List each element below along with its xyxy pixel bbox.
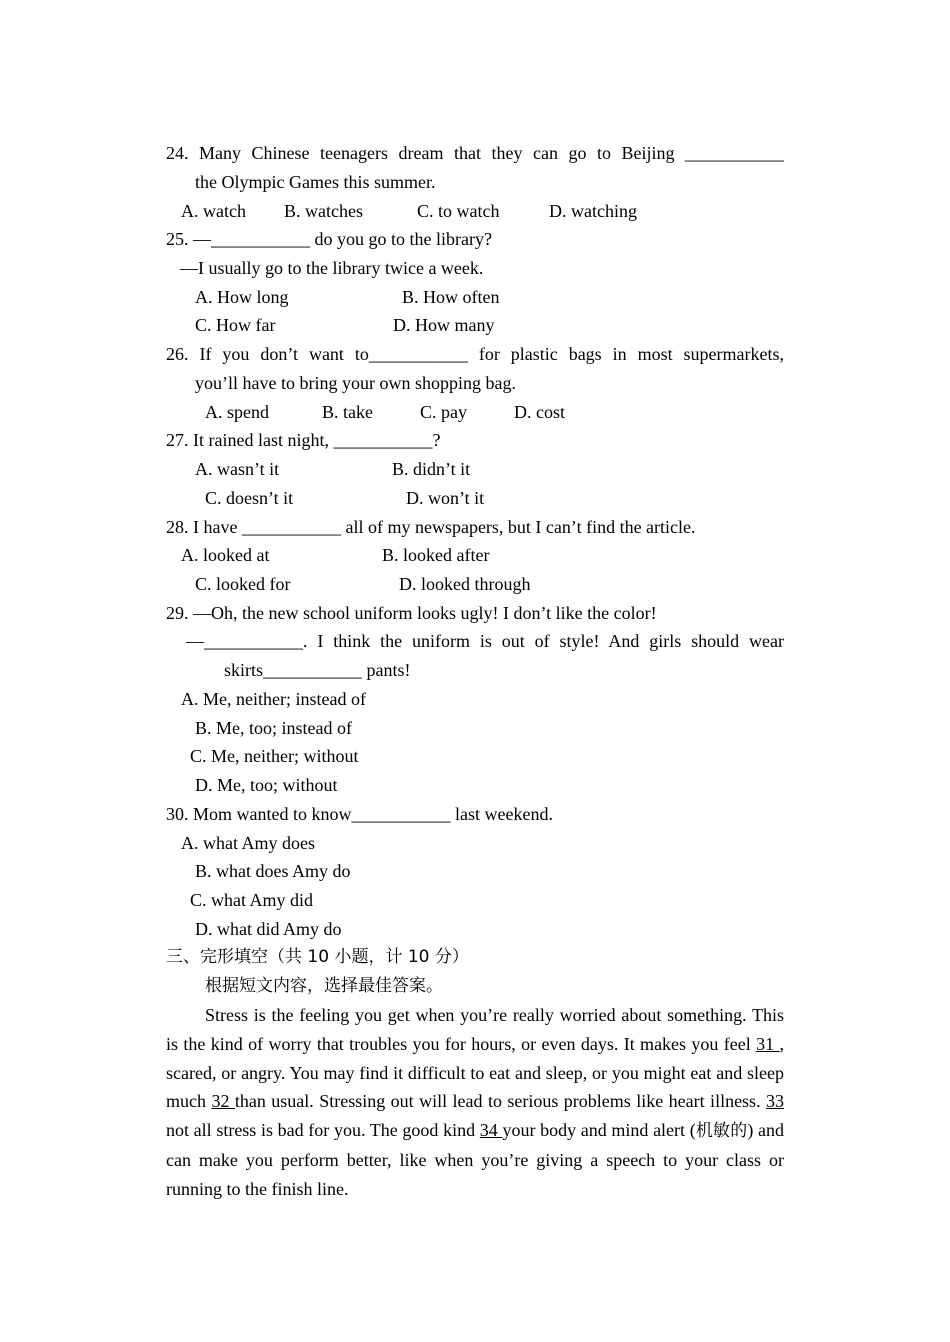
section3-instruction: 根据短文内容，选择最佳答案。 bbox=[205, 976, 443, 996]
q24-line2: the Olympic Games this summer. bbox=[195, 172, 436, 192]
q25-option-a: A. How long bbox=[195, 287, 289, 307]
q24-option-b: B. watches bbox=[284, 201, 363, 221]
chinese-gloss: 机敏的 bbox=[695, 1121, 748, 1142]
q28-option-c: C. looked for bbox=[195, 574, 291, 594]
q30-option-c: C. what Amy did bbox=[190, 890, 314, 910]
q26-option-a: A. spend bbox=[205, 402, 269, 422]
q30-option-a: A. what Amy does bbox=[181, 833, 315, 853]
q26-option-d: D. cost bbox=[514, 402, 565, 422]
q29-stem: 29. —Oh, the new school uniform looks ugly! I don’t like the color! bbox=[166, 603, 657, 623]
passage-text-3: than usual. Stressing out will lead to serious problems like heart illness. bbox=[234, 1091, 766, 1112]
q24-option-d: D. watching bbox=[549, 201, 637, 221]
q28-option-b: B. looked after bbox=[382, 545, 490, 565]
q30-option-d: D. what did Amy do bbox=[195, 919, 342, 939]
q24-option-c: C. to watch bbox=[417, 201, 500, 221]
q29-option-b: B. Me, too; instead of bbox=[195, 718, 352, 738]
q29-option-c: C. Me, neither; without bbox=[190, 746, 359, 766]
q26-option-b: B. take bbox=[322, 402, 373, 422]
q30-stem: 30. Mom wanted to know___________ last weekend. bbox=[166, 804, 553, 824]
q25-option-b: B. How often bbox=[402, 287, 500, 307]
cloze-passage bbox=[166, 1001, 784, 1204]
q28-option-d: D. looked through bbox=[399, 574, 531, 594]
passage-text-6: ) and can make you perform better, like when you’re giving a speech to your class or running to the finish line. bbox=[166, 1120, 785, 1199]
q27-option-c: C. doesn’t it bbox=[205, 488, 294, 508]
q29-reply-line1: —___________. I think the uniform is out of style! And girls should wear bbox=[186, 631, 784, 651]
q25-option-d: D. How many bbox=[393, 315, 495, 335]
section3-heading: 三、完形填空（共 10 小题，计 10 分） bbox=[166, 947, 469, 967]
passage-text-1: Stress is the feeling you get when you’re really worried about something. This is the kind of worry that troubles you for hours, or even days. It makes you feel bbox=[166, 1005, 784, 1054]
q27-stem: 27. It rained last night, ___________? bbox=[166, 430, 441, 450]
blank-34: 34 bbox=[479, 1120, 503, 1141]
q25-reply: —I usually go to the library twice a week. bbox=[180, 258, 484, 278]
q26-option-c: C. pay bbox=[420, 402, 467, 422]
passage-text-4: not all stress is bad for you. The good kind bbox=[166, 1120, 480, 1141]
q26-line1: 26. If you don’t want to___________ for plastic bags in most supermarkets, bbox=[166, 344, 784, 364]
q25-option-c: C. How far bbox=[195, 315, 276, 335]
passage-text-5: your body and mind alert ( bbox=[502, 1120, 696, 1141]
passage-text-2: , scared, or angry. You may find it difficult to eat and sleep, or you might eat and sleep much bbox=[166, 1033, 784, 1112]
q24-line1: 24. Many Chinese teenagers dream that they can go to Beijing ___________ bbox=[166, 143, 784, 163]
q29-option-d: D. Me, too; without bbox=[195, 775, 338, 795]
q27-option-a: A. wasn’t it bbox=[195, 459, 280, 479]
q28-option-a: A. looked at bbox=[181, 545, 270, 565]
q24-option-a: A. watch bbox=[181, 201, 246, 221]
q28-stem: 28. I have ___________ all of my newspapers, but I can’t find the article. bbox=[166, 517, 696, 537]
q29-option-a: A. Me, neither; instead of bbox=[181, 689, 366, 709]
blank-32: 32 bbox=[211, 1091, 235, 1112]
q26-line2: you’ll have to bring your own shopping bag. bbox=[195, 373, 516, 393]
q25-stem: 25. —___________ do you go to the library? bbox=[166, 229, 492, 249]
q27-option-b: B. didn’t it bbox=[392, 459, 471, 479]
blank-33: 33 bbox=[766, 1091, 784, 1112]
blank-31: 31 bbox=[756, 1033, 780, 1054]
q27-option-d: D. won’t it bbox=[406, 488, 485, 508]
q30-option-b: B. what does Amy do bbox=[195, 861, 351, 881]
q29-reply-line2: skirts___________ pants! bbox=[224, 660, 411, 680]
